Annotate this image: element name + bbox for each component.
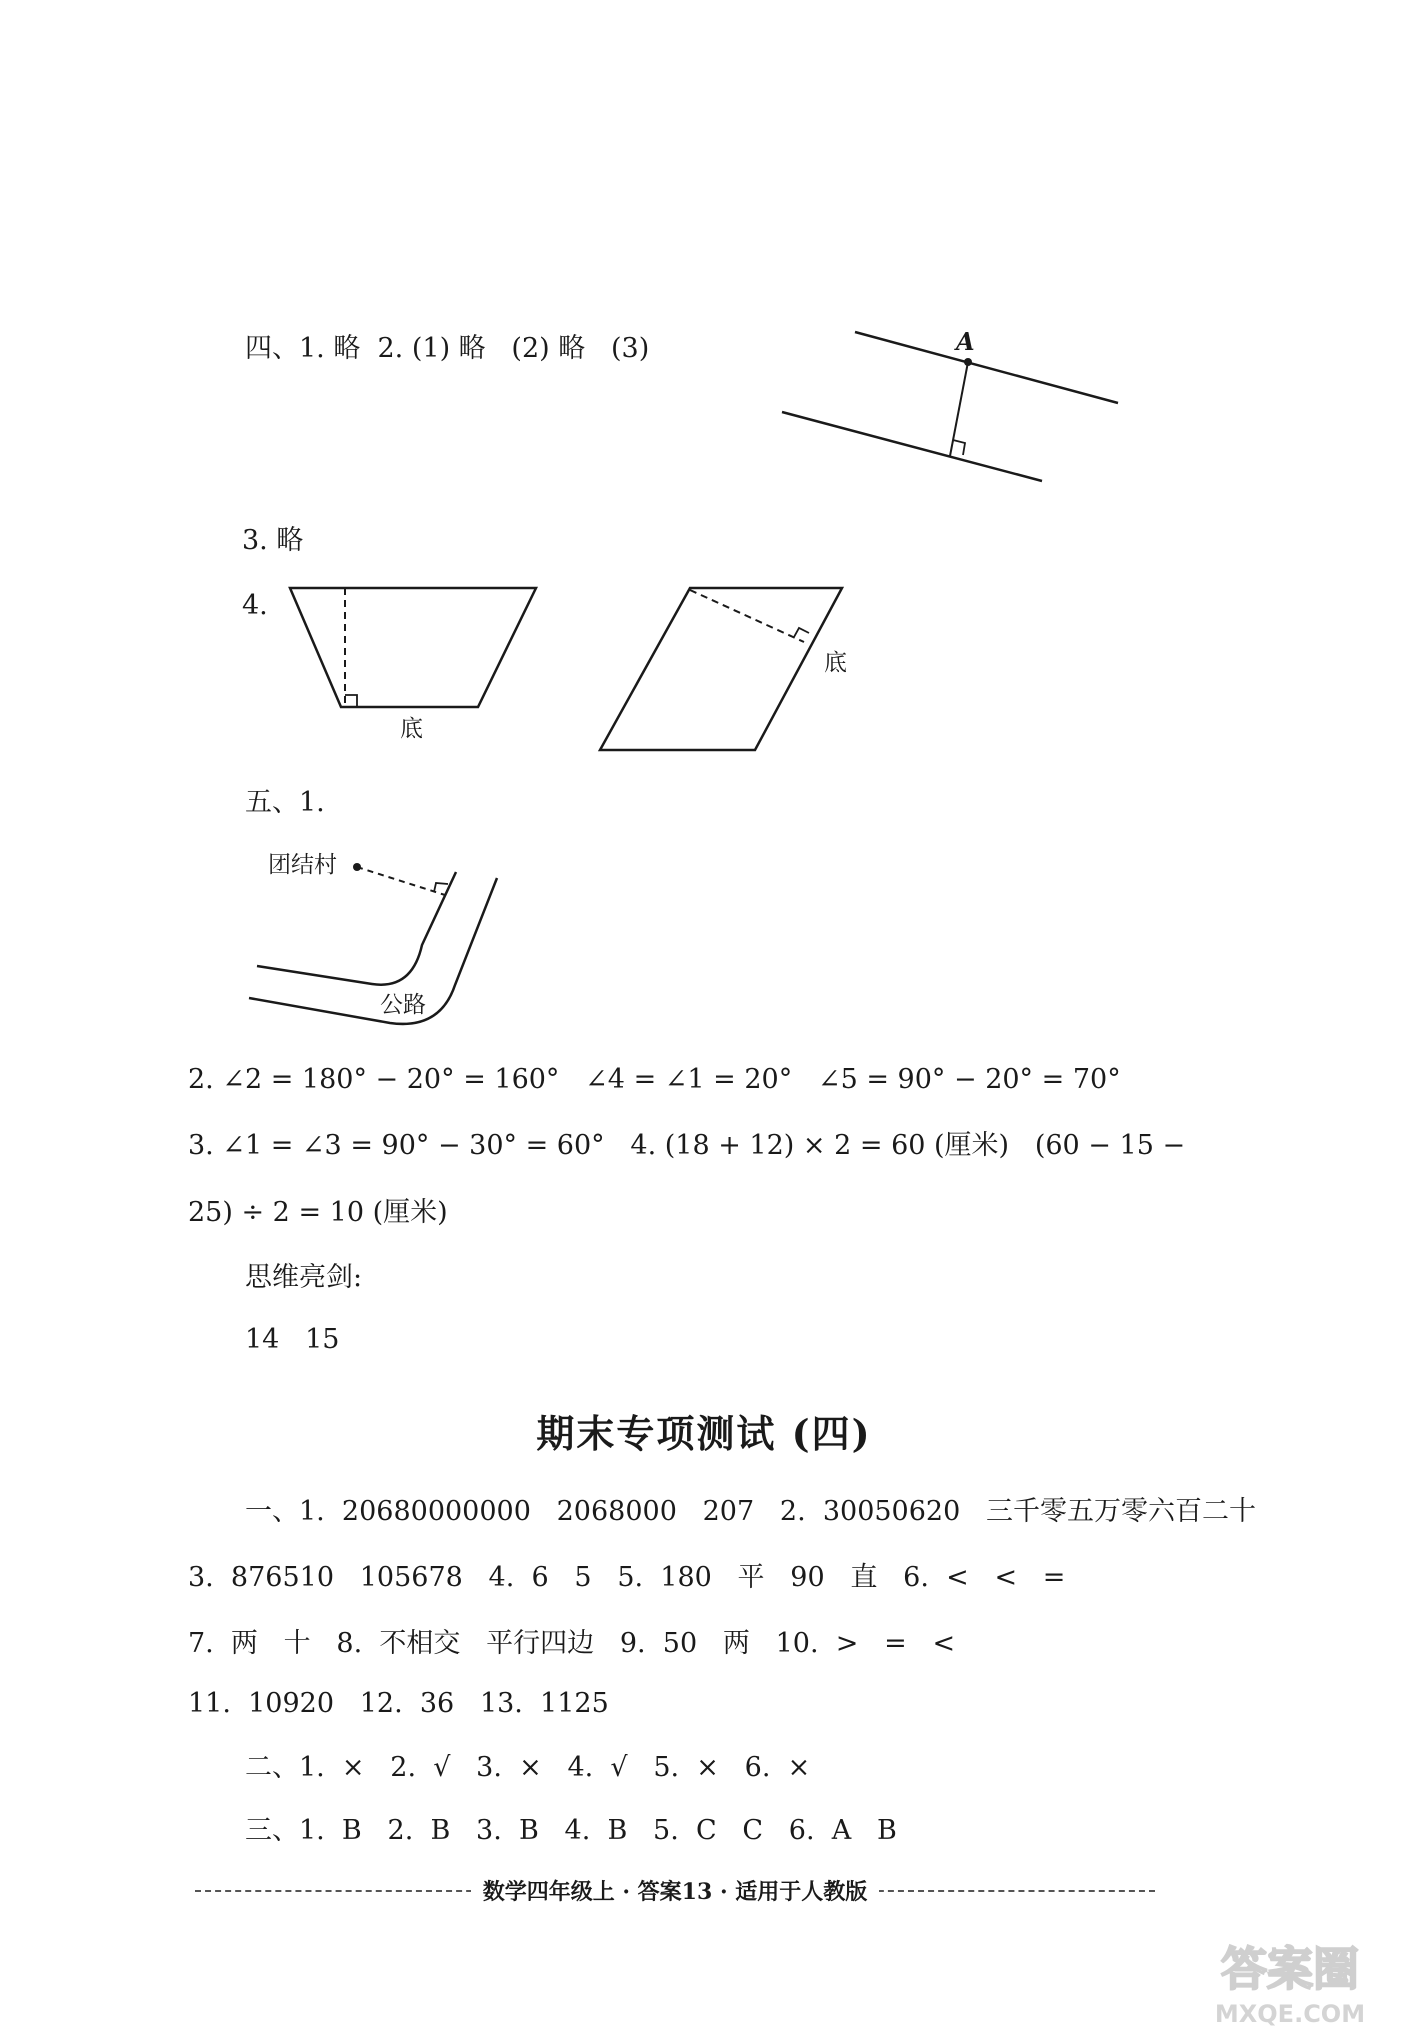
- road-label: 公路: [380, 992, 426, 1018]
- watermark-bottom: MXQE.COM: [1214, 2000, 1366, 2028]
- section5-heading: 五、1.: [245, 787, 325, 818]
- village-label: 团结村: [268, 852, 337, 878]
- thinking-label: 思维亮剑:: [245, 1262, 363, 1293]
- footer-text: 数学四年级上 · 答案13 · 适用于人教版: [471, 1879, 880, 1905]
- point-a-label: A: [956, 327, 975, 356]
- section5-line3: 3. ∠1 = ∠3 = 90° − 30° = 60° 4. (18 + 12) × 2 = 60 (厘米) (60 − 15 −: [188, 1130, 1186, 1161]
- road-village-figure: [240, 840, 520, 1040]
- section4-line1: 四、1. 略 2. (1) 略 (2) 略 (3): [245, 333, 650, 364]
- part3-line: 三、1. B 2. B 3. B 4. B 5. C C 6. A B: [245, 1815, 897, 1846]
- part1-line4: 11. 10920 12. 36 13. 1125: [188, 1688, 609, 1719]
- part1-line3: 7. 两 十 8. 不相交 平行四边 9. 50 两 10. > = <: [188, 1628, 956, 1659]
- thinking-answer: 14 15: [245, 1324, 340, 1355]
- trapezoid-base-label: 底: [400, 716, 423, 742]
- section5-line2: 2. ∠2 = 180° − 20° = 160° ∠4 = ∠1 = 20° ∠5 = 90° − 20° = 70°: [188, 1064, 1121, 1095]
- part2-line: 二、1. × 2. √ 3. × 4. √ 5. × 6. ×: [245, 1752, 811, 1783]
- part1-line1: 一、1. 20680000000 2068000 207 2. 30050620 三千零五万零六百二十: [245, 1496, 1257, 1527]
- section4-item4: 4.: [242, 590, 268, 621]
- parallelogram-base-label: 底: [824, 650, 847, 676]
- page-footer: [195, 1875, 1155, 1915]
- part1-line2: 3. 876510 105678 4. 6 5 5. 180 平 90 直 6. < < =: [188, 1562, 1066, 1593]
- watermark-logo: [1185, 1930, 1400, 2030]
- parallel-lines-figure: [770, 320, 1130, 495]
- trapezoid-parallelogram-figure: [280, 570, 860, 760]
- section4-item3: 3. 略: [242, 525, 304, 556]
- section5-line4: 25) ÷ 2 = 10 (厘米): [188, 1197, 448, 1228]
- watermark-top: 答案圈: [1221, 1942, 1359, 1996]
- page-title: 期末专项测试 (四): [536, 1411, 872, 1456]
